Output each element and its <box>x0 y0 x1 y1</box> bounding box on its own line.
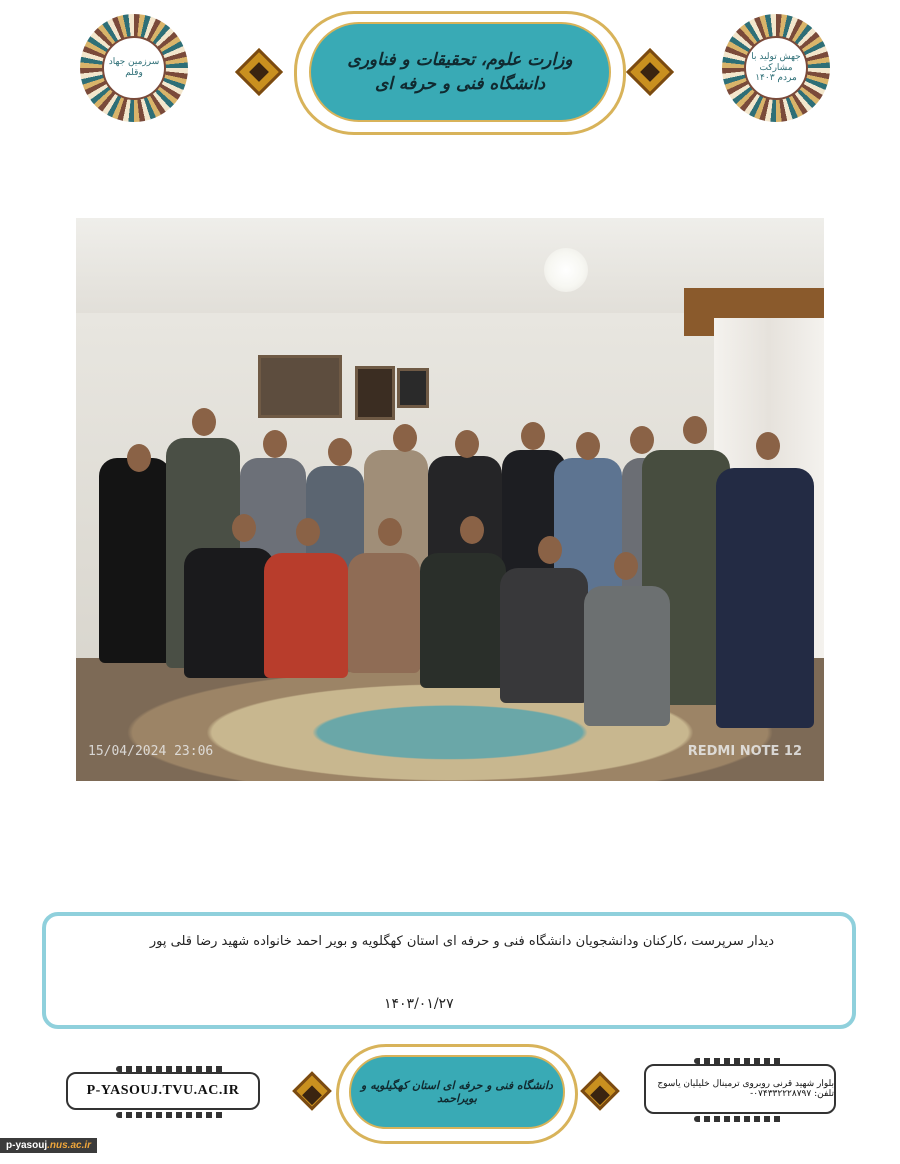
ministry-title: وزارت علوم، تحقیقات و فناوری <box>347 50 573 70</box>
website-box <box>66 1072 260 1110</box>
group-photo <box>76 218 824 781</box>
right-footer-flourish <box>580 1071 620 1111</box>
person-kneeling <box>348 553 420 673</box>
footer-banner-text: دانشگاه فنی و حرفه ای استان کهگیلویه و بویراحمد <box>361 1079 553 1105</box>
left-seal-emblem <box>80 14 188 122</box>
photo-timestamp: 15/04/2024 23:06 <box>88 744 214 759</box>
person-kneeling <box>420 553 506 688</box>
camera-watermark: REDMI NOTE 12 <box>687 744 802 759</box>
left-seal-text: سرزمین جهاد وقلم <box>102 36 166 100</box>
website-url: P-YASOUJ.TVU.AC.IR <box>86 1083 240 1098</box>
left-flourish-ornament <box>235 48 283 96</box>
right-seal-text: جهش تولید با مشارکت مردم ۱۴۰۳ <box>744 36 808 100</box>
footer-banner <box>336 1044 578 1144</box>
caption-box <box>42 912 856 1029</box>
left-footer-flourish <box>292 1071 332 1111</box>
right-seal-emblem <box>722 14 830 122</box>
ceiling-lamp <box>544 248 588 292</box>
person-kneeling <box>584 586 670 726</box>
person-kneeling <box>264 553 348 678</box>
person-standing <box>716 468 814 728</box>
person-kneeling <box>500 568 588 703</box>
right-flourish-ornament <box>626 48 674 96</box>
wall-portrait-frame <box>355 366 395 420</box>
address-box <box>644 1064 836 1114</box>
address-text: بلوار شهید قرنی روبروی ترمینال خلیلیان یاسوج تلفن: ۰۷۴۳۳۲۲۲۸۷۹۷- <box>657 1079 834 1099</box>
wall-portrait-frame <box>258 355 342 418</box>
person-kneeling <box>184 548 274 678</box>
wall-portrait-frame <box>397 368 429 408</box>
university-title: دانشگاه فنی و حرفه ای <box>374 74 546 94</box>
site-watermark: p-yasouj.nus.ac.ir <box>0 1138 97 1153</box>
caption-text: دیدار سرپرست ،کارکنان ودانشجویان دانشگاه فنی و حرفه ای استان کهگلویه و بویر احمد خانواده شهید رضا قلی پور <box>149 934 774 949</box>
header-banner <box>294 11 626 135</box>
person-standing <box>99 458 171 663</box>
caption-date: ۱۴۰۳/۰۱/۲۷ <box>384 996 454 1012</box>
